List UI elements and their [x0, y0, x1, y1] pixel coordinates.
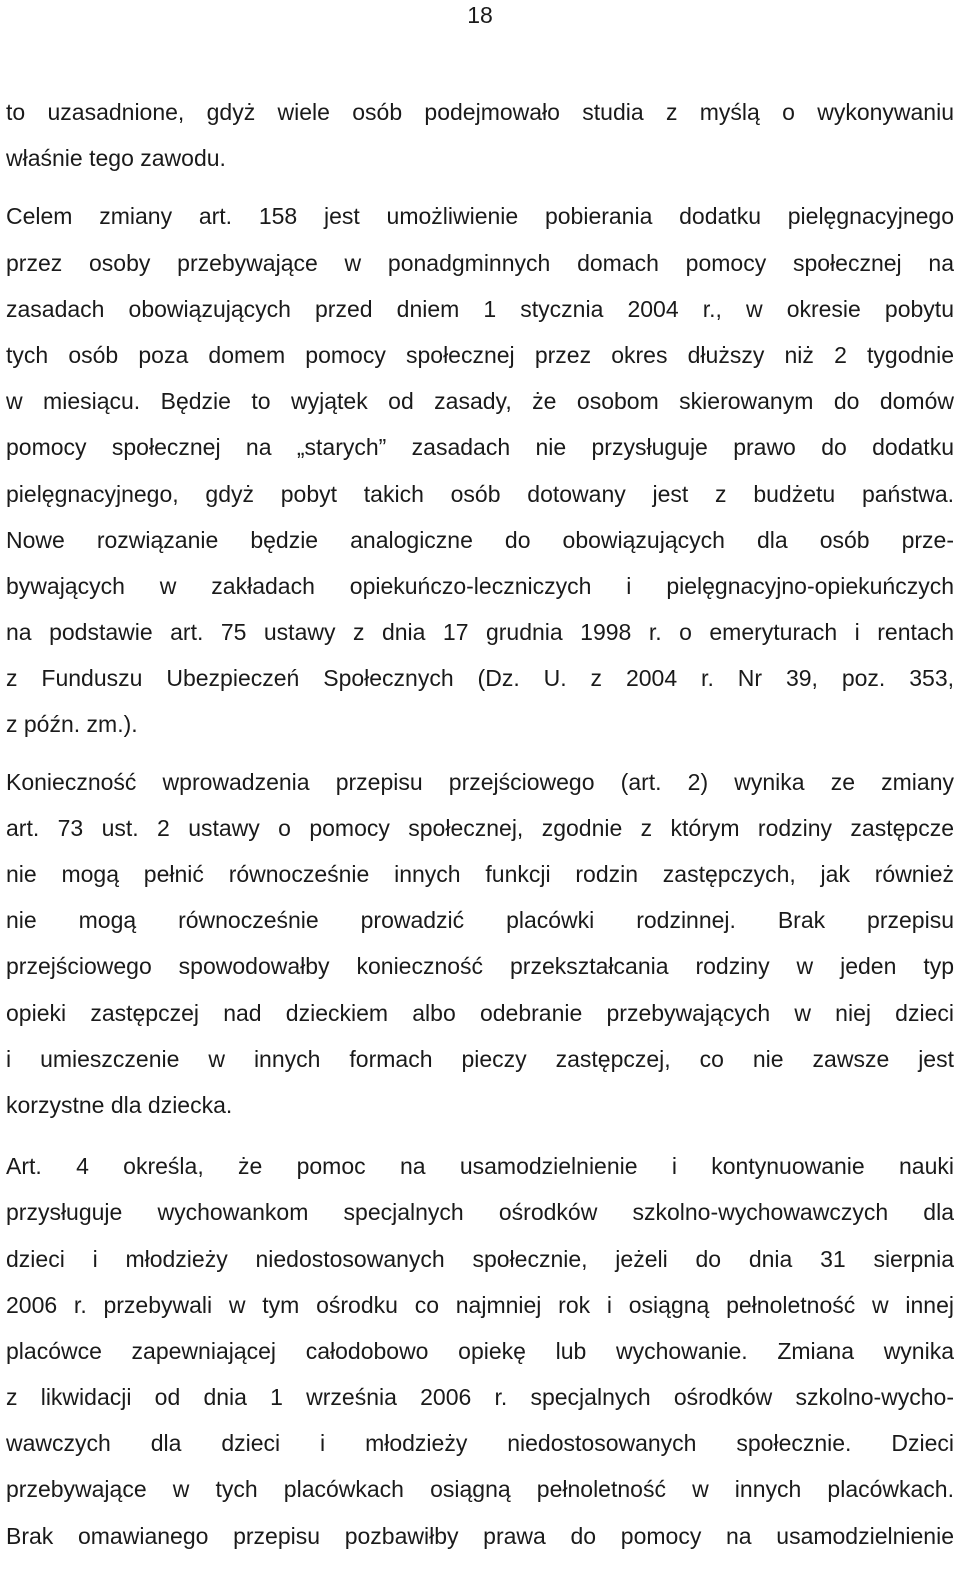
text-line: nie mogą równocześnie prowadzić placówki rodzinnej. Brak przepisu [6, 907, 954, 934]
text-line: z likwidacji od dnia 1 września 2006 r. specjalnych ośrodków szkolno-wycho- [6, 1384, 954, 1411]
text-line: nie mogą pełnić równocześnie innych funkcji rodzin zastępczych, jak również [6, 861, 954, 887]
text-line: przejściowego spowodowałby konieczność przekształcania rodziny w jeden typ [6, 953, 954, 980]
text-line: opieki zastępczej nad dzieckiem albo odebranie przebywających w niej dzieci [6, 999, 954, 1026]
paragraph-4 [6, 1143, 954, 1559]
text-line: bywających w zakładach opiekuńczo-leczniczych i pielęgnacyjno-opiekuńczych [6, 572, 954, 599]
paragraph-2 [6, 193, 954, 747]
text-line: przez osoby przebywające w ponadgminnych domach pomocy społecznej na [6, 249, 954, 276]
text-line: korzystne dla dziecka. [6, 1091, 233, 1118]
text-line: przebywające w tych placówkach osiągną pełnoletność w innych placówkach. [6, 1476, 954, 1503]
paragraph-1 [6, 89, 954, 181]
text-line: z późn. zm.). [6, 711, 138, 738]
text-line: Celem zmiany art. 158 jest umożliwienie pobierania dodatku pielęgnacyjnego [6, 203, 954, 230]
text-line: na podstawie art. 75 ustawy z dnia 17 grudnia 1998 r. o emeryturach i rentach [6, 619, 954, 646]
paragraph-3 [6, 759, 954, 1129]
text-line: tych osób poza domem pomocy społecznej przez okres dłuższy niż 2 tygodnie [6, 341, 954, 368]
text-line: i umieszczenie w innych formach pieczy zastępczej, co nie zawsze jest [6, 1045, 954, 1072]
text-line: pomocy społecznej na „starych” zasadach nie przysługuje prawo do dodatku [6, 434, 954, 461]
text-line: zasadach obowiązujących przed dniem 1 stycznia 2004 r., w okresie pobytu [6, 295, 954, 322]
text-line: w miesiącu. Będzie to wyjątek od zasady, że osobom skierowanym do domów [6, 388, 954, 415]
text-line: pielęgnacyjnego, gdyż pobyt takich osób dotowany jest z budżetu państwa. [6, 480, 954, 507]
text-line: z Funduszu Ubezpieczeń Społecznych (Dz. U. z 2004 r. Nr 39, poz. 353, [6, 665, 954, 692]
text-line: 2006 r. przebywali w tym ośrodku co najmniej rok i osiągną pełnoletność w innej [6, 1291, 954, 1318]
text-line: placówce zapewniającej całodobowo opiekę lub wychowanie. Zmiana wynika [6, 1337, 954, 1364]
text-line: przysługuje wychowankom specjalnych ośrodków szkolno-wychowawczych dla [6, 1199, 954, 1226]
text-line: dzieci i młodzieży niedostosowanych społecznie, jeżeli do dnia 31 sierpnia [6, 1245, 954, 1272]
text-line: wawczych dla dzieci i młodzieży niedostosowanych społecznie. Dzieci [6, 1430, 954, 1457]
text-line: Art. 4 określa, że pomoc na usamodzielnienie i kontynuowanie nauki [6, 1153, 954, 1180]
text-line: art. 73 ust. 2 ustawy o pomocy społecznej, zgodnie z którym rodziny zastępcze [6, 814, 954, 841]
text-line: właśnie tego zawodu. [6, 145, 226, 172]
text-line: Nowe rozwiązanie będzie analogiczne do obowiązujących dla osób prze- [6, 526, 954, 553]
text-line: Brak omawianego przepisu pozbawiłby prawa do pomocy na usamodzielnienie [6, 1522, 954, 1549]
text-line: Konieczność wprowadzenia przepisu przejściowego (art. 2) wynika ze zmiany [6, 768, 954, 795]
page-number: 18 [467, 2, 493, 28]
text-line: to uzasadnione, gdyż wiele osób podejmowało studia z myślą o wykonywaniu [6, 99, 954, 125]
document-body [6, 89, 954, 1559]
